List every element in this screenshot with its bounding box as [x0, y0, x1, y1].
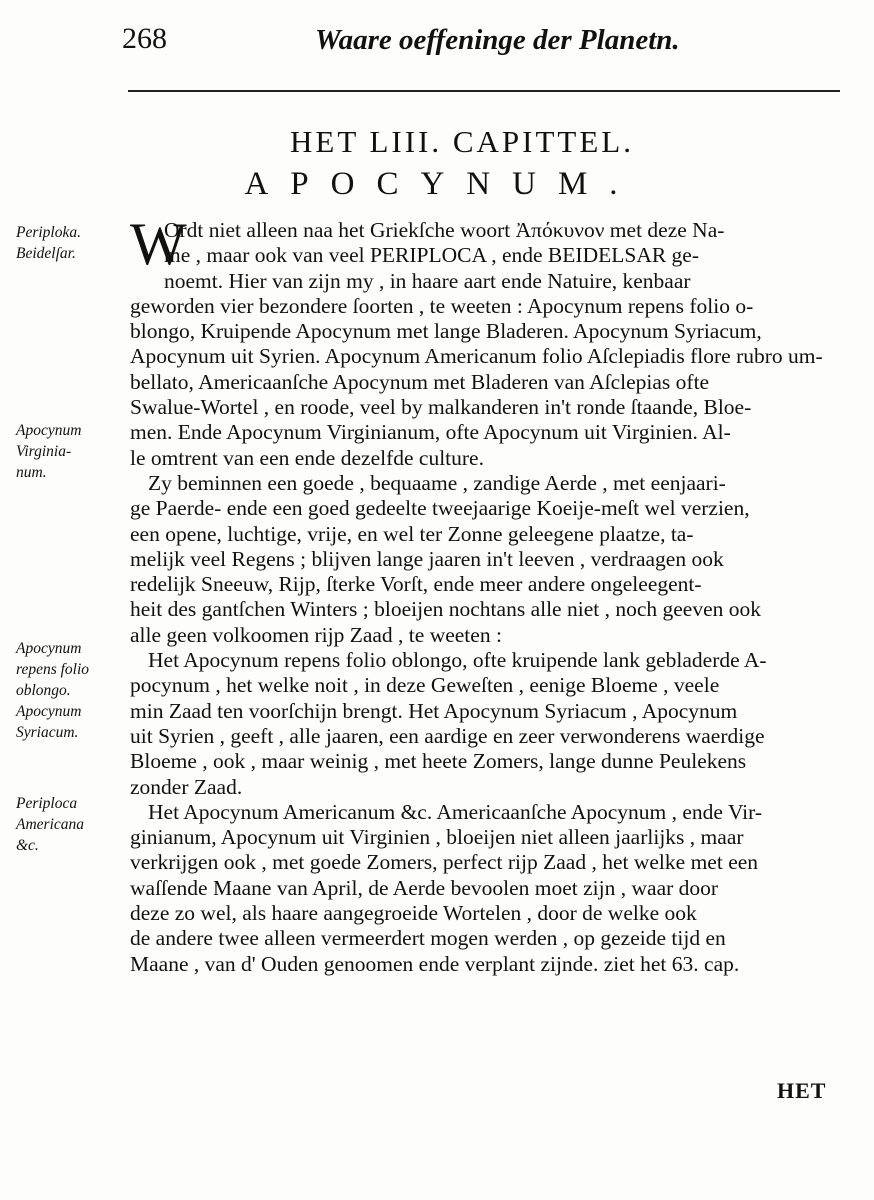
margin-note-line: Apocynum: [16, 703, 82, 720]
text-line: Swalue-Wortel , en roode, veel by malkanderen in't ronde ſtaande, Bloe-: [130, 395, 752, 420]
text-line: een opene, luchtige, vrije, en wel ter Zonne geleegene plaatze, ta-: [130, 521, 694, 546]
text-line: me , maar ook van veel PERIPLOCA , ende BEIDELSAR ge-: [164, 243, 700, 268]
margin-note-line: Americana: [16, 816, 85, 833]
text-line: melijk veel Regens ; blijven lange jaaren in't leeven , verdraagen ook: [130, 546, 724, 571]
margin-note-line: Periploka.: [16, 224, 81, 241]
drop-capital: W: [130, 211, 187, 277]
text-line: uit Syrien , geeft , alle jaaren, een aardige en zeer verwonderens waerdige: [130, 723, 765, 748]
margin-note-line: Beidelſar.: [16, 245, 76, 262]
body-text: [130, 218, 842, 977]
text-line: geworden vier bezondere ſoorten , te weeten : Apocynum repens folio o-: [130, 293, 754, 318]
margin-note-line: Apocynum: [16, 640, 82, 657]
text-line: verkrijgen ook , met goede Zomers, perfect rijp Zaad , het welke met een: [130, 850, 759, 875]
margin-note-line: &c.: [16, 837, 39, 854]
text-line: blongo, Kruipende Apocynum met lange Bladeren. Apocynum Syriacum,: [130, 319, 762, 344]
text-line: le omtrent van een ende dezelfde culture.: [130, 445, 484, 470]
margin-note-line: num.: [16, 464, 47, 481]
text-line: Ordt niet alleen naa het Griekſche woort Ἀπόκυνον met deze Na-: [164, 218, 725, 242]
text-line: Het Apocynum Americanum &c. Americaanſche Apocynum , ende Vir-: [148, 799, 763, 824]
margin-note-line: Periploca: [16, 795, 78, 812]
text-line: noemt. Hier van zijn my , in haare aart ende Natuire, kenbaar: [164, 268, 691, 293]
page-number: 268: [122, 22, 167, 55]
text-line: men. Ende Apocynum Virginianum, ofte Apocynum uit Virginien. Al-: [130, 420, 731, 445]
margin-note-apocynum-repens: [16, 638, 128, 743]
text-line: Maane , van d' Ouden genoomen ende verplant zijnde. ziet het 63. cap.: [130, 951, 740, 976]
running-title: Waare oeffeninge der Planetn.: [315, 24, 680, 56]
text-line: heit des gantſchen Winters ; bloeijen nochtans alle niet , noch geeven ook: [130, 597, 762, 622]
chapter-title: APOCYNUM.: [244, 166, 640, 202]
text-line: Bloeme , ook , maar weinig , met heete Zomers, lange dunne Peulekens: [130, 749, 747, 774]
margin-note-apocynum-virginianum: [16, 420, 128, 483]
margin-note-line: oblongo.: [16, 682, 71, 699]
text-line: bellato, Americaanſche Apocynum met Bladeren van Aſclepias ofte: [130, 369, 710, 394]
margin-note-line: Virginia-: [16, 443, 72, 460]
text-line: de andere twee alleen vermeerdert mogen werden , op gezeide tijd en: [130, 926, 726, 951]
margin-note-line: Syriacum.: [16, 724, 79, 741]
text-line: Het Apocynum repens folio oblongo, ofte kruipende lank gebladerde A-: [148, 648, 767, 673]
margin-note-line: repens folio: [16, 661, 90, 678]
margin-note-line: Apocynum: [16, 422, 82, 439]
text-line: Apocynum uit Syrien. Apocynum Americanum folio Aſclepiadis flore rubro um-: [130, 344, 823, 369]
text-line: deze zo wel, als haare aangegroeide Wortelen , door de welke ook: [130, 901, 697, 926]
catchword: HET: [777, 1078, 827, 1103]
text-line: redelijk Sneeuw, Rijp, ſterke Vorſt, ende meer andere ongeleegent-: [130, 572, 702, 597]
margin-note-periploca-americana: [16, 793, 128, 856]
text-line: Zy beminnen een goede , bequaame , zandige Aerde , met eenjaari-: [148, 470, 726, 495]
header-rule: [128, 90, 840, 92]
margin-note-periploka: [16, 222, 128, 264]
text-line: min Zaad ten voorſchijn brengt. Het Apocynum Syriacum , Apocynum: [130, 698, 738, 723]
text-line: ge Paerde- ende een goed gedeelte tweejaarige Koeije-meſt wel verzien,: [130, 496, 750, 521]
text-line: ginianum, Apocynum uit Virginien , bloeijen niet alleen jaarlijks , maar: [130, 825, 744, 850]
text-line: zonder Zaad.: [130, 774, 243, 799]
text-line: pocynum , het welke noit , in deze Geweſten , eenige Bloeme , veele: [130, 673, 720, 698]
chapter-heading: HET LIII. CAPITTEL.: [290, 124, 634, 159]
text-line: waſſende Maane van April, de Aerde bevoolen moet zijn , waar door: [130, 875, 719, 900]
text-line: alle geen volkoomen rijp Zaad , te weeten :: [130, 622, 502, 647]
